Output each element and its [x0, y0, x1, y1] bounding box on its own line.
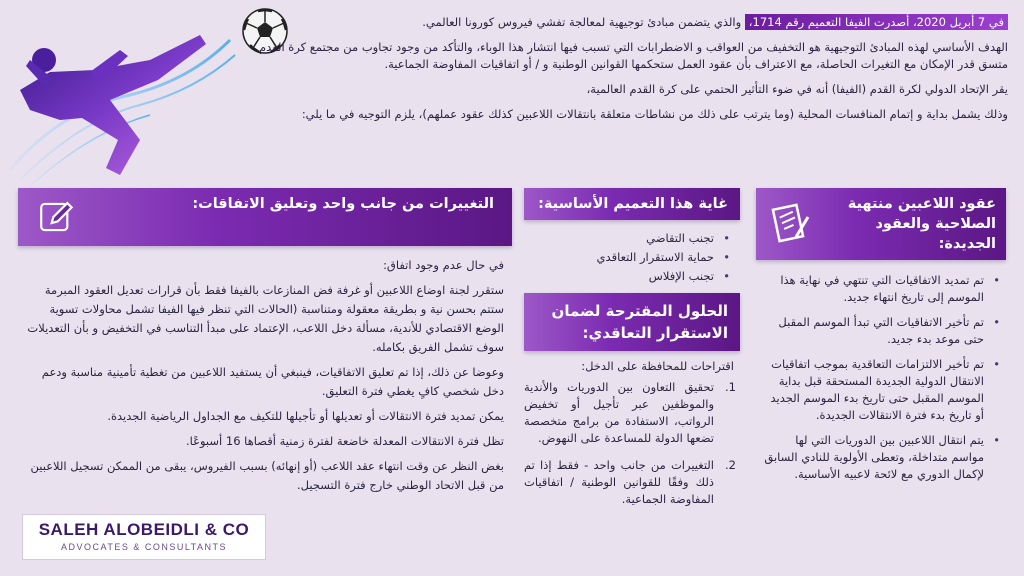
intro-text	[238, 14, 1008, 131]
circular-goal-banner	[524, 188, 740, 220]
list-item	[524, 379, 740, 447]
proposed-solutions-banner	[524, 293, 740, 351]
contract-document-icon	[766, 201, 812, 247]
intro-line-1-rest: والذي يتضمن مبادئ توجيهية لمعالجة تفشي فيروس كورونا العالمي.	[422, 15, 745, 29]
proposed-solutions-title: الحلول المقترحة لضمان الاستقرار التعاقدي:	[551, 302, 728, 342]
list-item: • تم تأخير الاتفاقيات التي تبدأ الموسم المقبل حتى موعد بدء جديد.	[760, 314, 1002, 348]
firm-tagline: ADVOCATES & CONSULTANTS	[60, 542, 228, 552]
football-player-illustration	[0, 0, 240, 190]
paragraph: تظل فترة الانتقالات المعدلة خاضعة لفترة زمنية أقصاها 16 أسبوعًا.	[185, 434, 504, 448]
list-item: • تم تأخير الالتزامات التعاقدية بموجب اتفاقيات الانتقال الدولية الجديدة المستحقة قبل بداية الموسم المقبل حتى تاريخ بدء الموسم الجديد أو تاريخ بدء فترة الانتقالات الجديدة.	[760, 356, 1002, 424]
proposed-solutions-subtitle: اقتراحات للمحافظة على الدخل:	[581, 359, 734, 373]
firm-name: SALEH ALOBEIDLI & CO	[38, 520, 250, 539]
list-item: • يتم انتقال اللاعبين بين الدوريات التي لها مواسم متداخلة، وتعطى الأولوية للنادي السابق لإكمال الدوري مع لائحة لاعبيه الأساسية.	[760, 432, 1002, 483]
intro-highlight: في 7 أبريل 2020، أصدرت الفيفا التعميم رقم 1714،	[745, 14, 1008, 30]
paragraph: ستقرر لجنة اوضاع اللاعبين أو غرفة فض المنازعات بالفيفا فقط بأن قرارات تعديل العقود المبرمة ستتم بحسن نية و بطريقة معقولة ومتناسبة (الحالات التي تنظر فيها الفيفا تشمل محاولات تسوية الوضع الاقتصادي للأندية، مسألة دخل اللاعب، الإعتماد على مبدأ التناسب في التخفيض و بأن التعديلات سوف تشمل الفريق بكامله.	[27, 283, 504, 354]
circular-goal-section	[524, 188, 740, 518]
unilateral-changes-title: التغييرات من جانب واحد وتعليق الاتفاقات:	[192, 196, 494, 212]
paragraph: في حال عدم وجود اتفاق:	[383, 258, 504, 272]
firm-logo	[22, 514, 266, 560]
edit-pencil-icon	[36, 197, 76, 237]
circular-goal-list	[524, 230, 740, 285]
item-text: التغييرات من جانب واحد - فقط إذا تم ذلك وفقًا للقوانين الوطنية / اتفاقيات المفاوضة الجماعية.	[524, 458, 714, 506]
expired-contracts-banner	[756, 188, 1006, 260]
unilateral-changes-section	[18, 188, 512, 501]
item-number: 1.	[725, 380, 736, 394]
expired-contracts-title: عقود اللاعبين منتهية الصلاحية والعقود الجديدة:	[847, 196, 996, 252]
proposed-solutions-list	[524, 379, 740, 508]
intro-line-1	[238, 14, 1008, 31]
item-text: تحقيق التعاون بين الدوريات والأندية والموظفين عبر تأجيل أو تخفيض الرواتب، الاستفادة من برامج متخصصة تضعها الدولة للمساعدة على النهوض.	[524, 380, 714, 445]
list-item: • تجنب الإفلاس	[524, 268, 732, 285]
list-item	[524, 457, 740, 508]
unilateral-changes-banner	[18, 188, 512, 246]
circular-goal-title: غاية هذا التعميم الأساسية:	[538, 196, 728, 212]
paragraph: يمكن تمديد فترة الانتقالات أو تعديلها أو تأجيلها للتكيف مع الجداول الرياضية الجديدة.	[107, 409, 504, 423]
expired-contracts-list	[756, 272, 1006, 483]
paragraph: بغض النظر عن وقت انتهاء عقد اللاعب (أو إنهائه) بسبب الفيروس، يبقى من الممكن تسجيل اللاعبين من قبل الاتحاد الوطني خارج فترة التسجيل.	[30, 459, 504, 492]
expired-contracts-section	[756, 188, 1006, 491]
list-item: • تم تمديد الاتفاقيات التي تنتهي في نهاية هذا الموسم إلى تاريخ انتهاء جديد.	[760, 272, 1002, 306]
item-number: 2.	[725, 458, 736, 472]
intro-paragraph-4: وذلك يشمل بداية و إتمام المنافسات المحلية (وما يترتب على ذلك من نشاطات متعلقة بانتقالات اللاعبين كذلك عقود عملهم)، يلزم التوجيه في ما يلي:	[301, 107, 1008, 121]
list-item: • حماية الاستقرار التعاقدي	[524, 249, 732, 266]
list-item: • تجنب التقاضي	[524, 230, 732, 247]
paragraph: وعوضا عن ذلك، إذا تم تعليق الاتفاقيات، فينبغي أن يستفيد اللاعبين من تغطية تأمينية مناسبة ودعم دخل شخصي كافٍ يغطي فترة التعليق.	[41, 365, 504, 398]
unilateral-changes-body	[18, 246, 512, 495]
intro-paragraph-2: الهدف الأساسي لهذه المبادئ التوجيهية هو التخفيف من العواقب و الاضطرابات التي تسبب فيها انتشار هذا الوباء، والتأكد من وجود تجاوب من مجتمع كرة القدم متسق قدر الإمكان مع التغيرات الحاصلة، مع الاعتراف بأن عقود العمل ستحكمها القوانين الوطنية و / أو اتفاقيات المفاوضة الجماعية.	[258, 40, 1008, 71]
intro-paragraph-3: يقر الإتحاد الدولي لكرة القدم (الفيفا) أنه في ضوء التأثير الحتمي على كرة القدم العالمية،	[586, 82, 1008, 96]
